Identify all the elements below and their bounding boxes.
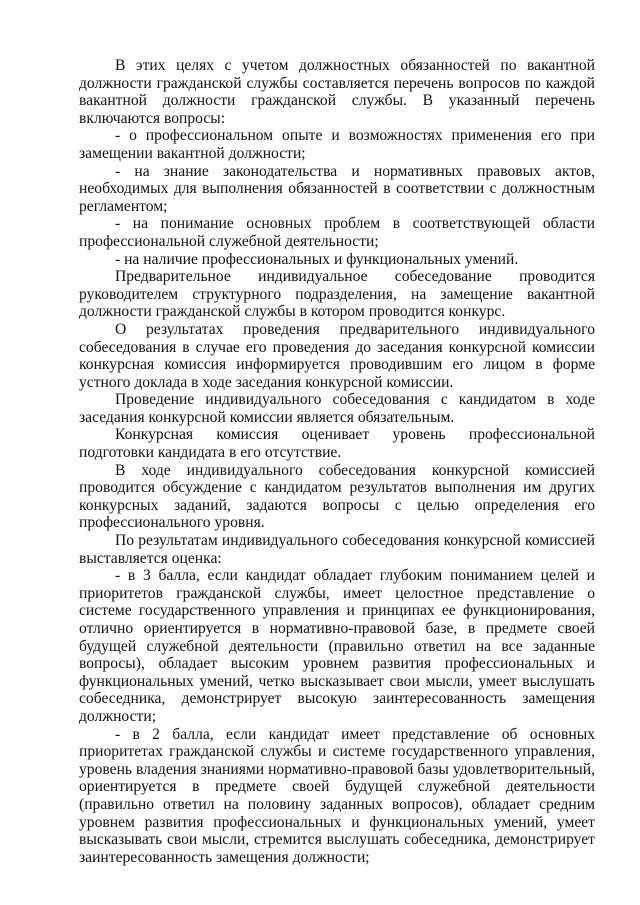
paragraph-commission-evaluation: Конкурсная комиссия оценивает уровень профессиональной подготовки кандидата в его отсутствие.	[79, 426, 595, 462]
list-item-problem-understanding: - на понимание основных проблем в соответствующей области профессиональной служебной деятельности;	[79, 215, 595, 250]
list-item-functional-skills: - на наличие профессиональных и функциональных умений.	[115, 250, 519, 268]
paragraph-interview-mandatory: Проведение индивидуального собеседования с кандидатом в ходе заседания конкурсной комиссии является обязательным.	[79, 391, 595, 426]
list-item-professional-experience: - о профессиональном опыте и возможностях применения его при замещении вакантной должности;	[79, 127, 595, 162]
paragraph-interview-discussion: В ходе индивидуального собеседования конкурсной комиссией проводится обсуждение с кандидатом результатов выполнения им других конкурсных заданий, задаются вопросы с целью определения его профессионального уровня.	[79, 461, 595, 532]
list-item-legislation-knowledge: - на знание законодательства и нормативных правовых актов, необходимых для выполнения обязанностей в соответствии с должностным регламентом;	[79, 162, 595, 215]
paragraph-question-list-intro: В этих целях с учетом должностных обязанностей по вакантной должности гражданской службы составляется перечень вопросов по каждой вакантной должности гражданской службы. В указанный перечень включаются вопросы:	[79, 57, 595, 127]
list-item-score-3: - в 3 балла, если кандидат обладает глубоким пониманием целей и приоритетов гражданской службы, имеет целостное представление о системе государственного управления и принципах ее функционирования, отлично ориентируется в нормативно-правовой базе, в предмете своей будущей служебной деятельности (правильно ответил на все заданные вопросы), обладает высоким уровнем развития профессиональных и функциональных умений, четко высказывает свои мысли, умеет выслушать собеседника, демонстрирует высокую заинтересованность замещения должности;	[79, 567, 595, 725]
paragraph-preliminary-interview: Предварительное индивидуальное собеседование проводится руководителем структурного подразделения, на замещение вакантной должности гражданской службы в котором проводится конкурс.	[79, 268, 595, 321]
paragraph-preliminary-results: О результатах проведения предварительного индивидуального собеседования в случае его проведения до заседания конкурсной комиссии конкурсная комиссия информируется проводившим его лицом в форме устного доклада в ходе заседания конкурсной комиссии.	[79, 320, 595, 391]
paragraph-scoring-intro: По результатам индивидуального собеседования конкурсной комиссией выставляется оценка:	[79, 532, 595, 567]
list-item-score-2: - в 2 балла, если кандидат имеет представление об основных приоритетах гражданской службы и системе государственного управления, уровень владения знаниями нормативно-правовой базы удовлетворительный, ориентируется в предмете своей будущей служебной деятельности (правильно ответил на половину заданных вопросов), обладает средним уровнем развития профессиональных и функциональных умений, умеет высказывать свои мысли, стремится выслушать собеседника, демонстрирует заинтересованность замещения должности;	[79, 725, 595, 866]
document-page	[79, 57, 595, 866]
